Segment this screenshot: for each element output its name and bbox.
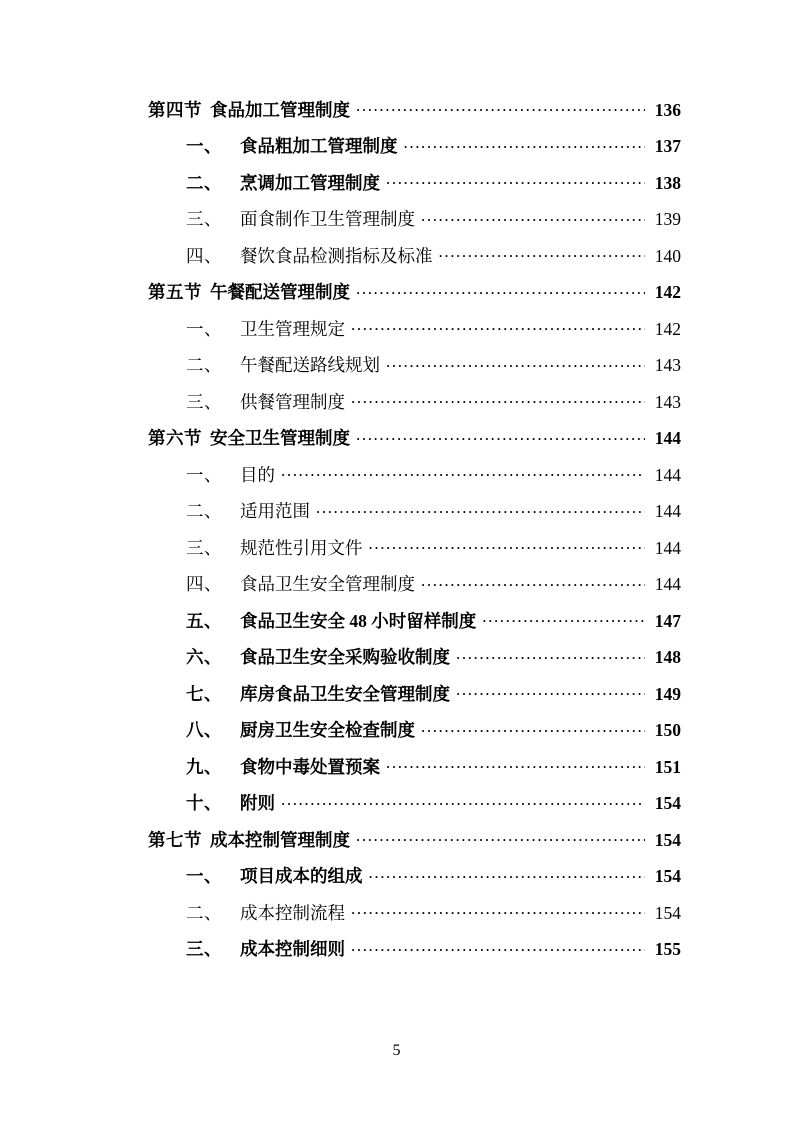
toc-entry-number: 第五节: [148, 282, 202, 302]
toc-entry-page: 143: [654, 355, 681, 375]
toc-entry-title: 卫生管理规定: [240, 318, 345, 339]
toc-entry-number: 三、: [186, 939, 222, 959]
toc-entry-number: 六、: [186, 647, 222, 667]
toc-entry[interactable]: [112, 901, 681, 922]
toc-entry[interactable]: [112, 135, 681, 156]
toc-entry[interactable]: [112, 682, 681, 703]
toc-entry[interactable]: [112, 646, 681, 667]
toc-entry-title: 午餐配送管理制度: [210, 282, 350, 302]
toc-entry-title: 食品加工管理制度: [210, 99, 350, 120]
toc-entry[interactable]: [112, 171, 681, 192]
toc-entry-page: 142: [654, 318, 681, 339]
toc-entry[interactable]: [112, 463, 681, 484]
toc-entry-title: 食品卫生安全采购验收制度: [240, 647, 450, 667]
toc-entry[interactable]: [112, 98, 681, 119]
toc-entry-title: 食品粗加工管理制度: [240, 136, 398, 156]
toc-dot-leader: [369, 536, 646, 554]
toc-dot-leader: [356, 98, 645, 116]
toc-entry-number: 二、: [186, 902, 222, 923]
toc-entry-page: 148: [654, 647, 681, 667]
toc-dot-leader: [421, 573, 645, 591]
toc-entry[interactable]: [112, 719, 681, 740]
toc-entry-number: 一、: [186, 464, 222, 485]
toc-entry-number: 七、: [186, 683, 222, 704]
toc-dot-leader: [316, 500, 645, 518]
toc-entry-number: 二、: [186, 172, 222, 193]
toc-entry-number: 三、: [186, 391, 222, 412]
toc-entry-title: 附则: [240, 793, 275, 813]
toc-entry-number: 第六节: [148, 428, 202, 448]
toc-entry[interactable]: [112, 317, 681, 338]
toc-entry-number: 五、: [186, 610, 222, 631]
toc-entry-title: 适用范围: [240, 501, 310, 521]
toc-entry-number: 一、: [186, 136, 222, 156]
table-of-contents: [112, 98, 681, 959]
toc-entry-number: 三、: [186, 209, 222, 229]
toc-entry-page: 136: [654, 99, 681, 120]
toc-dot-leader: [439, 244, 646, 262]
toc-dot-leader: [386, 354, 645, 372]
toc-entry-page: 155: [654, 939, 681, 959]
toc-entry[interactable]: [112, 755, 681, 776]
toc-entry-page: 142: [654, 282, 681, 302]
toc-dot-leader: [404, 135, 646, 153]
toc-entry-title: 面食制作卫生管理制度: [240, 209, 415, 229]
toc-entry-number: 一、: [186, 318, 222, 339]
toc-entry-number: 二、: [186, 501, 222, 521]
toc-dot-leader: [456, 682, 645, 700]
toc-entry-number: 四、: [186, 245, 222, 266]
toc-entry-title: 午餐配送路线规划: [240, 355, 380, 375]
toc-entry-title: 规范性引用文件: [240, 537, 363, 558]
toc-dot-leader: [482, 609, 645, 627]
toc-entry-page: 144: [654, 428, 681, 448]
toc-entry-page: 154: [654, 829, 681, 850]
toc-entry[interactable]: [112, 938, 681, 959]
toc-entry[interactable]: [112, 390, 681, 411]
toc-entry[interactable]: [112, 865, 681, 886]
toc-entry[interactable]: [112, 281, 681, 302]
toc-entry[interactable]: [112, 208, 681, 229]
toc-entry-page: 150: [654, 720, 681, 740]
toc-dot-leader: [351, 938, 645, 956]
toc-dot-leader: [421, 719, 645, 737]
toc-entry[interactable]: [112, 828, 681, 849]
toc-entry-title: 食品卫生安全 48 小时留样制度: [240, 610, 477, 631]
toc-entry-number: 三、: [186, 537, 222, 558]
toc-entry-title: 食品卫生安全管理制度: [240, 574, 415, 594]
toc-dot-leader: [356, 828, 645, 846]
toc-entry-title: 库房食品卫生安全管理制度: [240, 683, 450, 704]
toc-entry-title: 厨房卫生安全检查制度: [240, 720, 415, 740]
toc-entry-page: 151: [654, 756, 681, 777]
toc-entry-page: 144: [654, 501, 681, 521]
toc-entry-title: 供餐管理制度: [240, 391, 345, 412]
toc-entry[interactable]: [112, 536, 681, 557]
toc-entry-title: 安全卫生管理制度: [210, 428, 350, 448]
toc-entry-title: 成本控制细则: [240, 939, 345, 959]
toc-entry-page: 149: [654, 683, 681, 704]
toc-dot-leader: [351, 317, 645, 335]
toc-dot-leader: [421, 208, 645, 226]
toc-entry-page: 139: [654, 209, 681, 229]
toc-dot-leader: [281, 463, 645, 481]
toc-entry[interactable]: [112, 573, 681, 594]
toc-dot-leader: [351, 901, 645, 919]
toc-entry-page: 140: [654, 245, 681, 266]
toc-entry-title: 烹调加工管理制度: [240, 172, 380, 193]
toc-entry-title: 项目成本的组成: [240, 866, 363, 886]
toc-dot-leader: [356, 281, 645, 299]
toc-entry[interactable]: [112, 354, 681, 375]
toc-entry-page: 154: [654, 793, 681, 813]
toc-entry-number: 第七节: [148, 829, 202, 850]
toc-dot-leader: [456, 646, 645, 664]
toc-entry-number: 八、: [186, 720, 222, 740]
toc-entry-number: 二、: [186, 355, 222, 375]
toc-entry-number: 十、: [186, 793, 222, 813]
toc-dot-leader: [386, 755, 645, 773]
toc-entry[interactable]: [112, 792, 681, 813]
toc-entry-page: 137: [654, 136, 681, 156]
toc-entry-number: 第四节: [148, 99, 202, 120]
toc-entry-page: 144: [654, 574, 681, 594]
toc-entry[interactable]: [112, 427, 681, 448]
toc-entry-page: 143: [654, 391, 681, 412]
toc-entry-page: 147: [654, 610, 681, 631]
toc-entry-title: 成本控制流程: [240, 902, 345, 923]
toc-entry-number: 一、: [186, 866, 222, 886]
toc-dot-leader: [281, 792, 645, 810]
toc-entry-number: 四、: [186, 574, 222, 594]
toc-dot-leader: [369, 865, 646, 883]
toc-entry-number: 九、: [186, 756, 222, 777]
toc-entry-title: 餐饮食品检测指标及标准: [240, 245, 433, 266]
toc-entry-title: 目的: [240, 464, 275, 485]
toc-dot-leader: [351, 390, 645, 408]
toc-entry-page: 138: [654, 172, 681, 193]
toc-entry[interactable]: [112, 244, 681, 265]
toc-dot-leader: [356, 427, 645, 445]
toc-entry-title: 食物中毒处置预案: [240, 756, 380, 777]
toc-dot-leader: [386, 171, 645, 189]
page-number: 5: [392, 1042, 401, 1059]
toc-entry-title: 成本控制管理制度: [210, 829, 350, 850]
toc-entry-page: 154: [654, 902, 681, 923]
toc-entry[interactable]: [112, 609, 681, 630]
toc-entry[interactable]: [112, 500, 681, 521]
toc-entry-page: 144: [654, 464, 681, 485]
toc-entry-page: 144: [654, 537, 681, 558]
toc-entry-page: 154: [654, 866, 681, 886]
